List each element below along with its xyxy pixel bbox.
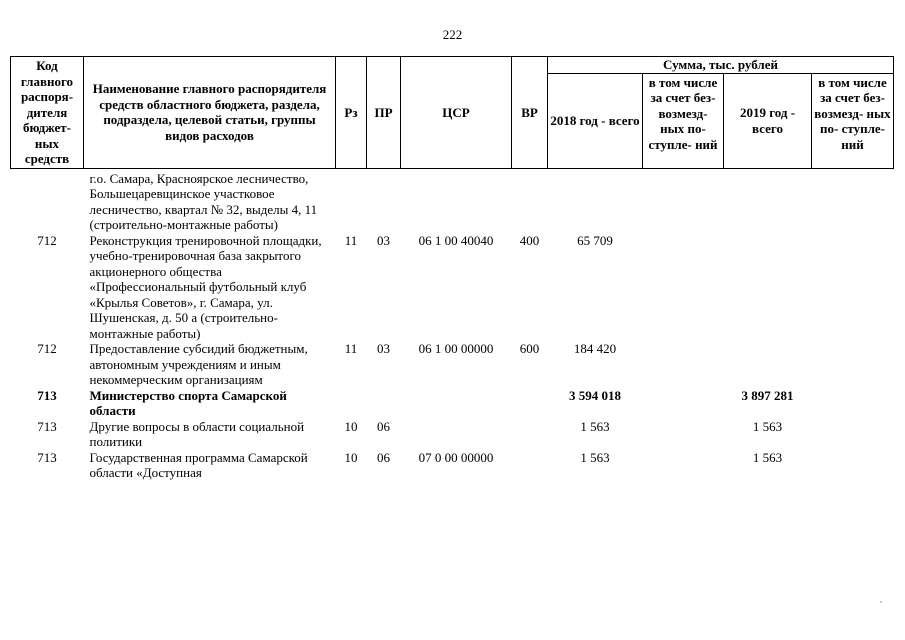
cell-rz bbox=[336, 388, 367, 419]
cell-csr bbox=[401, 419, 512, 450]
cell-2019-free bbox=[812, 419, 894, 450]
header-2018-total: 2018 год - всего bbox=[548, 73, 643, 168]
header-name: Наименование главного распорядителя средств областного бюджета, раздела, подраздела, целевой статьи, группы видов расходов bbox=[84, 57, 336, 169]
header-2018-free: в том числе за счет без- возмезд- ных по- ступле- ний bbox=[643, 73, 724, 168]
cell-2018-total bbox=[548, 168, 643, 233]
cell-pr: 03 bbox=[377, 232, 390, 248]
cell-csr bbox=[401, 168, 512, 233]
header-2019-total: 2019 год - всего bbox=[724, 73, 812, 168]
table-body bbox=[11, 168, 894, 481]
cell-2019-total bbox=[724, 341, 812, 388]
cell-vr bbox=[512, 450, 548, 481]
header-pr: ПР bbox=[367, 57, 401, 169]
cell-2018-total: 1 563 bbox=[580, 418, 610, 434]
cell-pr: 06 bbox=[377, 418, 390, 434]
cell-2018-total: 184 420 bbox=[573, 341, 617, 356]
header-rz: Рз bbox=[336, 57, 367, 169]
cell-code: 713 bbox=[37, 387, 57, 403]
cell-2019-free bbox=[812, 233, 894, 342]
cell-2018-total: 65 709 bbox=[577, 232, 613, 248]
cell-code: 712 bbox=[37, 341, 57, 356]
cell-code: 712 bbox=[37, 232, 57, 248]
cell-rz bbox=[336, 168, 367, 233]
cell-2018-free bbox=[643, 168, 724, 233]
cell-vr bbox=[512, 168, 548, 233]
cell-name: Министерство спорта Самарской области bbox=[89, 387, 287, 418]
cell-2018-free bbox=[643, 388, 724, 419]
cell-vr bbox=[512, 419, 548, 450]
table-row bbox=[11, 388, 894, 419]
page-number: 222 bbox=[442, 27, 463, 42]
cell-2018-free bbox=[643, 450, 724, 481]
table-row bbox=[11, 419, 894, 450]
cell-pr bbox=[367, 168, 401, 233]
cell-pr: 06 bbox=[377, 449, 390, 465]
header-csr: ЦСР bbox=[401, 57, 512, 169]
cell-csr: 06 1 00 40040 bbox=[418, 232, 494, 248]
cell-2019-total: 3 897 281 bbox=[741, 387, 794, 403]
cell-name: г.о. Самара, Красноярское лесничество, Большецаревщинское участковое лесничество, квартал № 32, выделы 4, 11 (строительно-монтажные работы) bbox=[89, 170, 318, 232]
cell-2018-total: 3 594 018 bbox=[569, 387, 621, 403]
cell-2019-free bbox=[812, 388, 894, 419]
table-row bbox=[11, 233, 894, 342]
header-2019-free: в том числе за счет без- возмезд- ных по- ступле- ний bbox=[812, 73, 894, 168]
table-row bbox=[11, 168, 894, 233]
cell-2019-free bbox=[812, 341, 894, 388]
cell-2018-free bbox=[643, 233, 724, 342]
cell-2018-total: 1 563 bbox=[580, 449, 610, 465]
cell-csr: 07 0 00 00000 bbox=[418, 449, 494, 465]
cell-rz: 11 bbox=[344, 232, 358, 248]
budget-table bbox=[10, 56, 894, 481]
cell-csr: 06 1 00 00000 bbox=[418, 341, 494, 356]
cell-vr bbox=[512, 388, 548, 419]
cell-vr: 400 bbox=[519, 232, 540, 248]
cell-vr: 600 bbox=[519, 341, 540, 356]
cell-name: Предоставление субсидий бюджетным, автономным учреждениям и иным некоммерческим организациям bbox=[89, 341, 308, 387]
cell-rz: 10 bbox=[344, 449, 358, 465]
header-code: Код главного распоря- дителя бюджет- ных средств bbox=[11, 57, 84, 169]
cell-code: 713 bbox=[37, 418, 57, 434]
cell-2019-total: 1 563 bbox=[752, 449, 783, 465]
cell-name: Государственная программа Самарской области «Доступная bbox=[89, 449, 308, 480]
table-row bbox=[11, 450, 894, 481]
cell-rz: 10 bbox=[344, 418, 358, 434]
cell-2019-free bbox=[812, 450, 894, 481]
table-row bbox=[11, 341, 894, 388]
cell-2018-free bbox=[643, 341, 724, 388]
cell-code bbox=[11, 168, 84, 233]
cell-2019-total bbox=[724, 233, 812, 342]
cell-2019-total: 1 563 bbox=[752, 418, 783, 434]
cell-csr bbox=[401, 388, 512, 419]
cell-name: Другие вопросы в области социальной политики bbox=[89, 418, 305, 449]
cell-2019-free bbox=[812, 168, 894, 233]
cell-pr: 03 bbox=[377, 341, 390, 356]
cell-2018-free bbox=[643, 419, 724, 450]
cell-pr bbox=[367, 388, 401, 419]
cell-rz: 11 bbox=[344, 341, 358, 356]
scan-speck bbox=[880, 601, 882, 603]
header-vr: ВР bbox=[512, 57, 548, 169]
cell-name: Реконструкция тренировочной площадки, учебно-тренировочная база закрытого акционерного общества «Профессиональный футбольный клуб «Крылья Советов», г. Самара, ул. Шушенская, д. 50 а (строительно-монтажные работы) bbox=[89, 232, 322, 341]
header-sum: Сумма, тыс. рублей bbox=[548, 57, 894, 74]
cell-2019-total bbox=[724, 168, 812, 233]
cell-code: 713 bbox=[37, 449, 57, 465]
table-header bbox=[11, 57, 894, 169]
